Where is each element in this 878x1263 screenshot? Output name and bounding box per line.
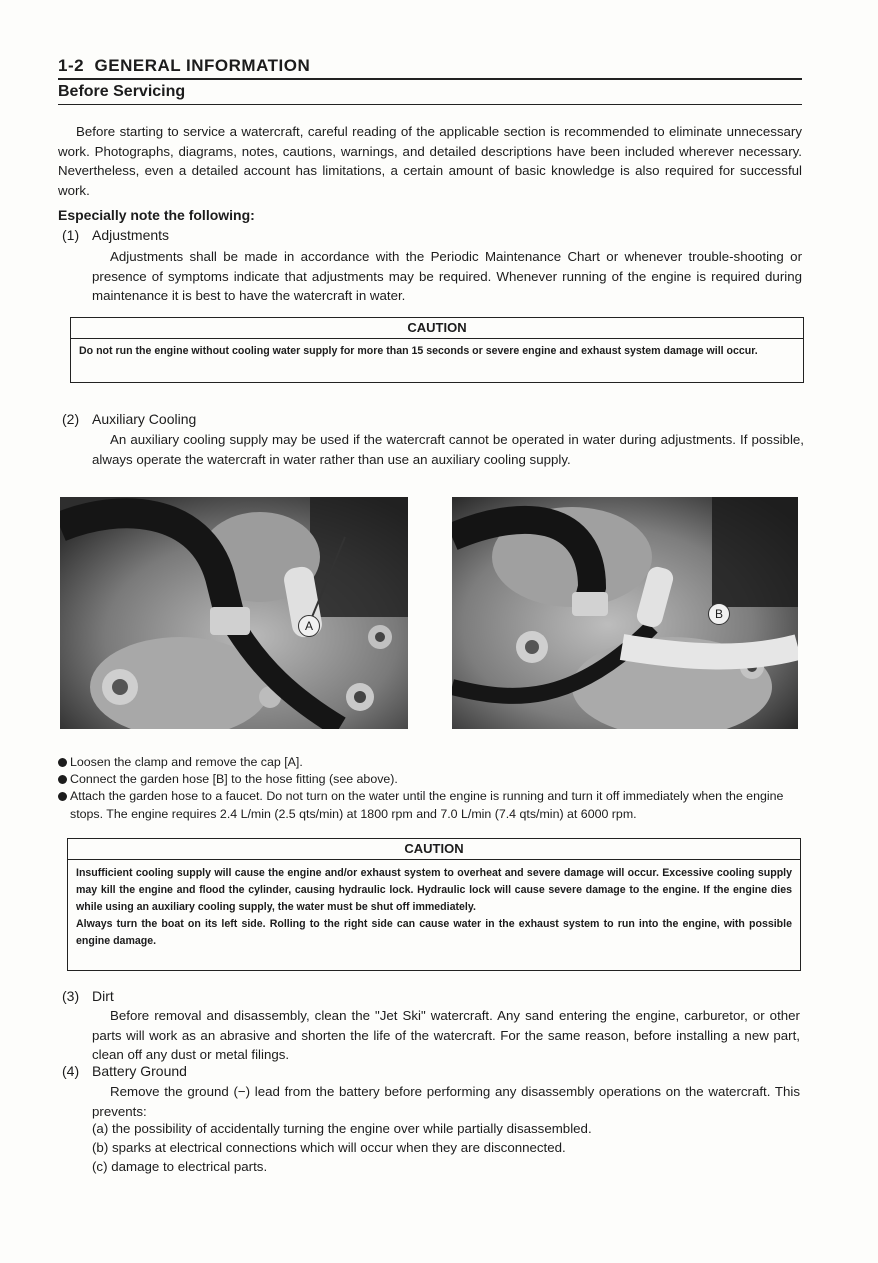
item-text-auxiliary-cooling: An auxiliary cooling supply may be used if the watercraft cannot be operated in water during adjustments. If possible, always operate the watercraft in water rather than use an auxiliary cooling supply. [92,432,804,467]
callout-a: A [298,615,320,637]
bullet-icon [58,792,67,801]
item-text-dirt: Before removal and disassembly, clean the "Jet Ski" watercraft. Any sand entering the engine, carburetor, or other parts will work as an abrasive and shorten the life of the watercraft. For the same reason, before installing a new part, clean off any dust or metal filings. [92,1008,800,1062]
bullet-item [58,788,802,823]
item-number: (3) [62,988,80,1004]
item-number: (4) [62,1063,80,1079]
subsection-title: Before Servicing [58,83,186,100]
engine-photo-a [60,497,408,729]
note-heading: Especially note the following: [58,207,255,223]
prevents-item: (a) the possibility of accidentally turning the engine over while partially disassembled. [92,1121,592,1136]
item-number: (2) [62,411,80,427]
item-number: (1) [62,227,80,243]
callout-b: B [708,603,730,625]
caution-box [67,838,801,971]
caution-text-line1: Insufficient cooling supply will cause the engine and/or exhaust system to overheat and severe damage will occur. Excessive cooling supply may kill the engine and flood the cylinder, causing hydraulic lock. Hydraulic lock will cause severe damage to the engine. If the engine dies while using an auxiliary cooling supply, the water must be shut off immediately. [76,867,792,913]
bullet-icon [58,758,67,767]
bullet-text: Loosen the clamp and remove the cap [A]. [70,755,303,769]
section-title: 1-2 GENERAL INFORMATION [58,56,311,75]
item-title-battery-ground: Battery Ground [92,1063,187,1079]
bullet-item [58,771,802,789]
item-text-adjustments: Adjustments shall be made in accordance with the Periodic Maintenance Chart or whenever trouble-shooting or presence of symptoms indicate that adjustments may be required. Whenever running of the engine is required during maintenance it is best to have the watercraft in water. [92,249,802,303]
engine-photo-b [452,497,798,729]
caution-text-line2: Always turn the boat on its left side. Rolling to the right side can cause water in the exhaust system to run into the engine, with possible engine damage. [76,918,792,947]
bullet-icon [58,775,67,784]
bullet-text: Connect the garden hose [B] to the hose fitting (see above). [70,772,398,786]
caution-title: CAUTION [71,318,803,339]
caution-text [68,860,800,956]
prevents-item: (b) sparks at electrical connections which will occur when they are disconnected. [92,1140,566,1155]
engine-photo-b-image [452,497,798,729]
header-rule [58,78,802,80]
intro-paragraph: Before starting to service a watercraft, careful reading of the applicable section is recommended to eliminate unnecessary work. Photographs, diagrams, notes, cautions, warnings, and detailed descriptions have been included wherever necessary. Nevertheless, even a detailed account has limitations, a certain amount of basic knowledge is also required for successful work. [58,124,802,198]
bullet-item [58,754,802,772]
page-header [58,56,802,76]
item-title-adjustments: Adjustments [92,227,170,243]
bullet-text: Attach the garden hose to a faucet. Do not turn on the water until the engine is running and turn it off immediately when the engine stops. The engine requires 2.4 L/min (2.5 qts/min) at 1800 rpm and 7.0 L/min (7.4 qts/min) at 6000 rpm. [70,789,784,821]
prevents-item: (c) damage to electrical parts. [92,1159,268,1174]
engine-photo-a-image [60,497,408,729]
item-title-dirt: Dirt [92,988,114,1004]
caution-text: Do not run the engine without cooling water supply for more than 15 seconds or severe engine and exhaust system damage will occur. [79,345,758,357]
caution-box [70,317,804,383]
subsection-rule [58,104,802,105]
caution-title: CAUTION [68,839,800,860]
item-title-auxiliary-cooling: Auxiliary Cooling [92,411,197,427]
item-text-battery-ground: Remove the ground (−) lead from the battery before performing any disassembly operations on the watercraft. This prevents: [92,1084,800,1119]
